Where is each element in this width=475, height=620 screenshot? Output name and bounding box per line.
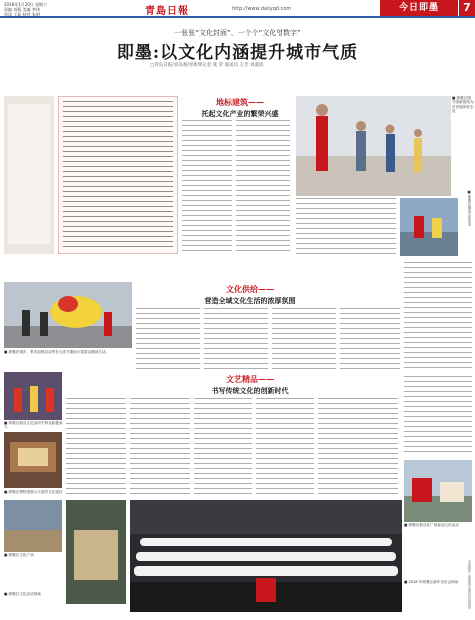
- section-1-column-2: [236, 120, 290, 255]
- photo-bottom-left-1: [4, 500, 62, 552]
- page-number: 7: [458, 0, 475, 16]
- photo-bottom-left-1-image: [4, 500, 62, 552]
- caption-dragon-dance: ■ 即墨在城乡、集市放映活动等在元宵节期间丰富群众精神生活。: [4, 350, 110, 354]
- section-name: 今日即墨: [380, 0, 458, 16]
- caption-performance: ■ 即墨区群众文化活动中群众积极参与: [4, 421, 63, 430]
- caption-side: ■ 即墨区群众文化活动: [467, 190, 471, 226]
- caption-square: ■ 即墨区群众在广场参加文化活动: [404, 523, 459, 527]
- editor-mark: 本版照片 由即墨区委宣传部提供: [467, 560, 471, 609]
- article-byline: □青岛日报/青岛观/青新网记者 张 荣 通讯员 王芳 刘淑清: [150, 63, 264, 68]
- lead-box: [58, 96, 178, 254]
- photo-chorus: [130, 500, 402, 612]
- newspaper-logo: 青島日報: [145, 6, 189, 17]
- photo-bottom-left-2-image: [66, 500, 126, 604]
- section-3-column-5: [318, 398, 398, 498]
- photo-library: [296, 96, 451, 196]
- section-2-subtitle: 营造全域文化生活的浓厚氛围: [204, 296, 296, 305]
- photo-performance-image: [4, 372, 62, 420]
- section-2-column-4: [340, 308, 400, 370]
- section-1-heading: [180, 97, 300, 119]
- section-2-title: 文化供给——: [226, 284, 274, 294]
- caption-top-right: ■ 即墨区图书馆新馆成为市民阅读好去处: [452, 96, 474, 114]
- photo-performance: [4, 372, 62, 420]
- issue-date: 2018年1月20日 星期六: [4, 2, 48, 7]
- section-3-column-1: [66, 398, 126, 498]
- section-2-column-1: [136, 308, 200, 370]
- section-3-column-4: [256, 398, 314, 498]
- article-headline: 即墨:以文化内涵提升城市气质: [116, 43, 359, 63]
- photo-chorus-image: [130, 500, 402, 612]
- section-2-heading: [180, 284, 320, 306]
- photo-side-image: [400, 198, 458, 256]
- caption-bottom-left-2: ■ 即墨区文化活动现场: [4, 592, 41, 596]
- masthead: [0, 0, 475, 18]
- issue-info: [4, 2, 124, 17]
- section-3-column-2: [130, 398, 190, 498]
- section-3-column-3: [194, 398, 252, 498]
- section-3-column-6: [404, 376, 472, 456]
- caption-museum: ■ 即墨区博物馆展示丰富的文化遗存: [4, 490, 63, 494]
- caption-chorus: ■ 2018 年即墨区新年音乐会现场: [404, 580, 459, 584]
- section-2-column-2: [204, 308, 268, 370]
- issue-proofreaders: 审读 王磊 校对 张明: [4, 12, 40, 17]
- section-1-title: 地标建筑——: [216, 97, 264, 107]
- photo-square-image: [404, 460, 472, 522]
- section-2-column-3: [272, 308, 336, 370]
- newspaper-url: http://www.dailyqd.com: [232, 6, 292, 12]
- section-2-column-5: [404, 262, 472, 372]
- section-3-heading: [180, 374, 320, 396]
- photo-left-top: [4, 96, 54, 254]
- photo-bottom-left-2: [66, 500, 126, 604]
- lead-text: [63, 101, 173, 249]
- issue-editors: 责编 刘燕 美编 李伟: [4, 7, 40, 12]
- photo-dragon-dance-image: [4, 282, 132, 348]
- section-1-subtitle: 托起文化产业的繁荣兴盛: [201, 109, 279, 118]
- photo-side: [400, 198, 458, 256]
- article-kicker: 一张张“文化封面”、一个个“文化영数字”: [174, 29, 301, 37]
- photo-museum-image: [4, 432, 62, 488]
- section-3-subtitle: 书写传统文化的创新时代: [211, 386, 289, 395]
- photo-library-image: [296, 96, 451, 196]
- photo-museum: [4, 432, 62, 488]
- photo-dragon-dance: [4, 282, 132, 348]
- photo-square: [404, 460, 472, 522]
- section-3-title: 文艺精品——: [226, 374, 274, 384]
- section-1-column-3: [296, 198, 396, 256]
- caption-bottom-left-1: ■ 即墨区文化广场: [4, 553, 34, 557]
- photo-left-top-image: [4, 96, 54, 254]
- section-1-column-1: [182, 120, 232, 255]
